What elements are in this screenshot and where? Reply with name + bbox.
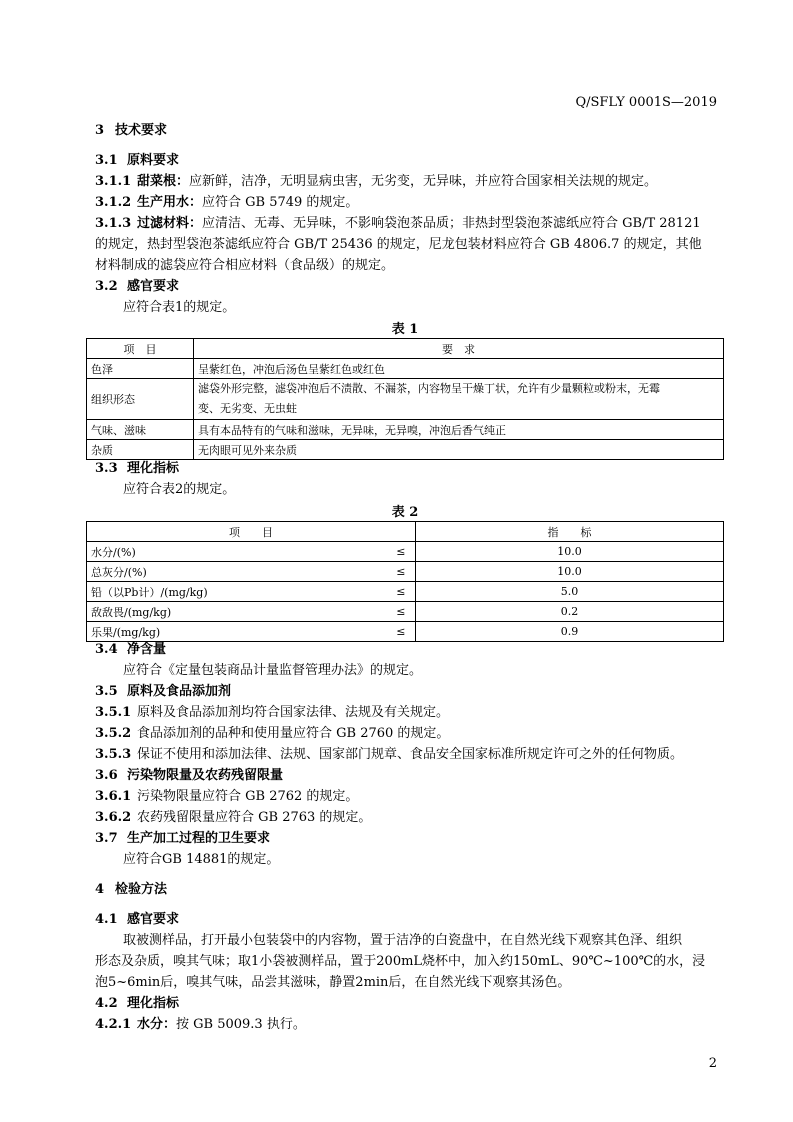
section-3-2-text: 应符合表1的规定。 bbox=[123, 300, 236, 315]
section-3-heading: 3 技术要求 bbox=[95, 123, 168, 138]
section-4-1-heading: 4.1 感官要求 bbox=[95, 912, 180, 927]
section-3-6-2: 3.6.2 农药残留限量应符合 GB 2763 的规定。 bbox=[95, 810, 372, 825]
section-3-3-text: 应符合表2的规定。 bbox=[123, 482, 236, 497]
table-row bbox=[87, 622, 724, 642]
table-cell: 杂质 bbox=[87, 440, 194, 460]
table-cell: 色泽 bbox=[87, 359, 194, 379]
table-header: 要 求 bbox=[194, 339, 724, 359]
table-cell: ≤ bbox=[387, 582, 416, 602]
table-row bbox=[87, 582, 724, 602]
table-cell: 10.0 bbox=[416, 542, 724, 562]
section-3-6-1: 3.6.1 污染物限量应符合 GB 2762 的规定。 bbox=[95, 789, 359, 804]
section-3-1-1: 3.1.1 甜菜根：应新鲜，洁净，无明显病虫害，无劣变，无异味，并应符合国家相关法规的规定。 bbox=[95, 174, 658, 189]
table-2-caption: 表 2 bbox=[391, 505, 419, 520]
table-cell: 0.2 bbox=[416, 602, 724, 622]
section-4-2-1: 4.2.1 水分：按 GB 5009.3 执行。 bbox=[95, 1017, 306, 1032]
doc-code: Q/SFLY 0001S—2019 bbox=[575, 95, 717, 110]
section-3-5-3: 3.5.3 保证不使用和添加法律、法规、国家部门规章、食品安全国家标准所规定许可之外的任何物质。 bbox=[95, 747, 684, 762]
table-header: 项 目 bbox=[87, 339, 194, 359]
table-cell: 水分/(%) bbox=[87, 542, 387, 562]
section-4-2-heading: 4.2 理化指标 bbox=[95, 996, 180, 1011]
table-cell: ≤ bbox=[387, 622, 416, 642]
table-cell: 铅（以Pb计）/(mg/kg) bbox=[87, 582, 387, 602]
section-3-2-heading: 3.2 感官要求 bbox=[95, 279, 180, 294]
table-2 bbox=[86, 521, 724, 642]
table-cell: 敌敌畏/(mg/kg) bbox=[87, 602, 387, 622]
table-row bbox=[87, 379, 724, 420]
section-3-6-heading: 3.6 污染物限量及农药残留限量 bbox=[95, 768, 284, 783]
table-row bbox=[87, 602, 724, 622]
table-cell: ≤ bbox=[387, 562, 416, 582]
table-cell: 组织形态 bbox=[87, 379, 194, 420]
table-cell: 无肉眼可见外来杂质 bbox=[194, 440, 724, 460]
table-row bbox=[87, 522, 724, 542]
cell-line: 变、无劣变、无虫蛀 bbox=[198, 402, 297, 415]
table-1 bbox=[86, 338, 724, 460]
section-3-5-1: 3.5.1 原料及食品添加剂均符合国家法律、法规及有关规定。 bbox=[95, 705, 450, 720]
section-3-1-3-line3: 材料制成的滤袋应符合相应材料（食品级）的规定。 bbox=[95, 258, 395, 273]
section-4-1-line1: 取被测样品，打开最小包装袋中的内容物，置于洁净的白瓷盘中，在自然光线下观察其色泽、组织 bbox=[123, 933, 683, 948]
table-cell: ≤ bbox=[387, 542, 416, 562]
section-4-1-line3: 泡5~6min后，嗅其气味，品尝其滋味，静置2min后，在自然光线下观察其汤色。 bbox=[95, 975, 571, 990]
section-3-4-text: 应符合《定量包装商品计量监督管理办法》的规定。 bbox=[123, 663, 423, 678]
table-row bbox=[87, 562, 724, 582]
table-cell: 具有本品特有的气味和滋味，无异味，无异嗅，冲泡后香气纯正 bbox=[194, 420, 724, 440]
table-row bbox=[87, 420, 724, 440]
table-cell bbox=[194, 379, 724, 420]
section-3-1-3: 3.1.3 过滤材料：应清洁、无毒、无异味，不影响袋泡茶品质；非热封型袋泡茶滤纸应符合 GB/T 28121 bbox=[95, 216, 701, 231]
section-3-1-heading: 3.1 原料要求 bbox=[95, 153, 180, 168]
section-3-7-text: 应符合GB 14881的规定。 bbox=[123, 852, 280, 867]
table-cell: 5.0 bbox=[416, 582, 724, 602]
page-number: 2 bbox=[708, 1056, 717, 1071]
table-row bbox=[87, 542, 724, 562]
cell-line: 滤袋外形完整，滤袋冲泡后不渍散、不漏茶，内容物呈干燥丁状，允许有少量颗粒或粉末，无霉 bbox=[198, 382, 660, 395]
section-3-3-heading: 3.3 理化指标 bbox=[95, 461, 180, 476]
table-cell: 呈紫红色，冲泡后汤色呈紫红色或红色 bbox=[194, 359, 724, 379]
section-4-heading: 4 检验方法 bbox=[95, 882, 168, 897]
section-3-4-heading: 3.4 净含量 bbox=[95, 642, 167, 657]
section-4-1-line2: 形态及杂质，嗅其气味；取1小袋被测样品，置于200mL烧杯中，加入约150mL、90℃~100℃的水，浸 bbox=[95, 954, 706, 969]
table-header: 指 标 bbox=[416, 522, 724, 542]
table-cell: 乐果/(mg/kg) bbox=[87, 622, 387, 642]
table-cell: 0.9 bbox=[416, 622, 724, 642]
table-header: 项 目 bbox=[87, 522, 416, 542]
table-cell: ≤ bbox=[387, 602, 416, 622]
section-3-7-heading: 3.7 生产加工过程的卫生要求 bbox=[95, 831, 271, 846]
section-3-1-2: 3.1.2 生产用水：应符合 GB 5749 的规定。 bbox=[95, 195, 359, 210]
section-3-5-heading: 3.5 原料及食品添加剂 bbox=[95, 684, 232, 699]
table-cell: 总灰分/(%) bbox=[87, 562, 387, 582]
table-row bbox=[87, 440, 724, 460]
table-cell: 10.0 bbox=[416, 562, 724, 582]
table-row bbox=[87, 359, 724, 379]
section-3-1-3-line2: 的规定，热封型袋泡茶滤纸应符合 GB/T 25436 的规定，尼龙包装材料应符合 GB 4806.7 的规定，其他 bbox=[95, 237, 702, 252]
table-1-caption: 表 1 bbox=[391, 322, 419, 337]
table-row bbox=[87, 339, 724, 359]
table-cell: 气味、滋味 bbox=[87, 420, 194, 440]
section-3-5-2: 3.5.2 食品添加剂的品种和使用量应符合 GB 2760 的规定。 bbox=[95, 726, 450, 741]
